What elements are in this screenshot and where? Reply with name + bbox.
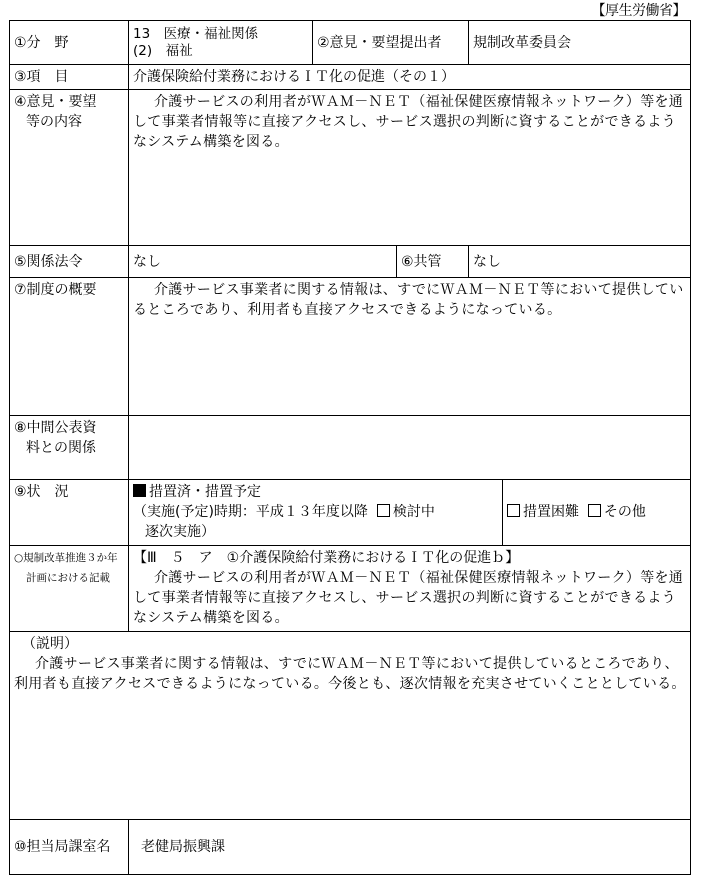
opinion-content — [129, 90, 691, 246]
status-difficult-label: 措置困難 — [523, 504, 579, 520]
status-timing-2: 逐次実施） — [145, 524, 215, 540]
explanation-heading: （説明） — [22, 636, 78, 652]
opinion-text: 介護サービスの利用者がＷＡＭ－ＮＥＴ（福祉保健医療情報ネットワーク）等を通して事業者情報等に直接アクセスし、サービス選択の判断に資することができるようなシステム構築を図る。 — [133, 94, 684, 150]
unchecked-box-icon — [377, 504, 390, 517]
plan-content — [129, 546, 691, 632]
row-interim — [10, 416, 691, 480]
opinion-label-1: ④意見・要望 — [14, 94, 97, 110]
plan-label — [10, 546, 129, 632]
item-label: ③項 目 — [10, 65, 129, 90]
interim-label-2: 料との関係 — [26, 440, 96, 456]
status-label: ⑨状 況 — [10, 480, 129, 546]
row-laws — [10, 246, 691, 278]
status-review-label: 検討中 — [392, 504, 435, 520]
interim-label-1: ⑧中間公表資 — [14, 420, 97, 436]
plan-text: 介護サービスの利用者がＷＡＭ－ＮＥＴ（福祉保健医療情報ネットワーク）等を通して事業者情報等に直接アクセスし、サービス選択の判断に資することができるようなシステム構築を図る。 — [133, 570, 684, 626]
system-content — [129, 278, 691, 416]
system-text: 介護サービス事業者に関する情報は、すでにＷＡＭ－ＮＥＴ等において提供しているところであり、利用者も直接アクセスできるようになっている。 — [133, 282, 684, 318]
explanation-text: 介護サービス事業者に関する情報は、すでにＷＡＭ－ＮＥＴ等において提供しているところであり、利用者も直接アクセスできるようになっている。今後とも、逐次情報を充実させていくこととしている。 — [14, 656, 686, 692]
submitter-value: 規制改革委員会 — [469, 21, 691, 65]
unchecked-box-icon — [588, 504, 601, 517]
opinion-form-table — [9, 20, 691, 875]
interim-value — [129, 416, 691, 480]
laws-label: ⑤関係法令 — [10, 246, 129, 278]
opinion-label — [10, 90, 129, 246]
interim-label — [10, 416, 129, 480]
system-label: ⑦制度の概要 — [10, 278, 129, 416]
opinion-label-2: 等の内容 — [26, 114, 82, 130]
joint-label: ⑥共管 — [397, 246, 469, 278]
row-office — [10, 820, 691, 875]
row-opinion — [10, 90, 691, 246]
submitter-label: ②意見・要望提出者 — [313, 21, 469, 65]
status-other — [503, 480, 691, 546]
status-other-label: その他 — [603, 504, 646, 520]
row-explanation — [10, 632, 691, 820]
field-value — [129, 21, 313, 65]
plan-label-2: 計画における記載 — [26, 572, 110, 584]
item-value: 介護保険給付業務におけるＩＴ化の促進（その１） — [129, 65, 691, 90]
joint-value: なし — [469, 246, 691, 278]
explanation-content — [10, 632, 691, 820]
status-checked-option — [133, 482, 498, 502]
status-main — [129, 480, 503, 546]
unchecked-box-icon — [507, 504, 520, 517]
row-plan — [10, 546, 691, 632]
row-item — [10, 65, 691, 90]
office-label: ⑩担当局課室名 — [10, 820, 129, 875]
status-checked-label: 措置済・措置予定 — [149, 484, 261, 500]
field-category-2: (2) 福祉 — [133, 42, 193, 59]
plan-ref: 【Ⅲ ５ ア ①介護保険給付業務におけるＩＴ化の促進ｂ】 — [133, 550, 520, 566]
office-value: 老健局振興課 — [129, 820, 691, 875]
field-label: ①分 野 — [10, 21, 129, 65]
row-system — [10, 278, 691, 416]
row-status — [10, 480, 691, 546]
ministry-header: 【厚生労働省】 — [591, 3, 686, 19]
status-timing-1: （実施(予定)時期：平成１３年度以降 — [133, 504, 368, 520]
checked-box-icon — [133, 484, 146, 497]
row-field — [10, 21, 691, 65]
laws-value: なし — [129, 246, 397, 278]
field-category-1: 13 医療・福祉関係 — [133, 25, 259, 42]
plan-label-1: ○規制改革推進３か年 — [14, 552, 118, 564]
